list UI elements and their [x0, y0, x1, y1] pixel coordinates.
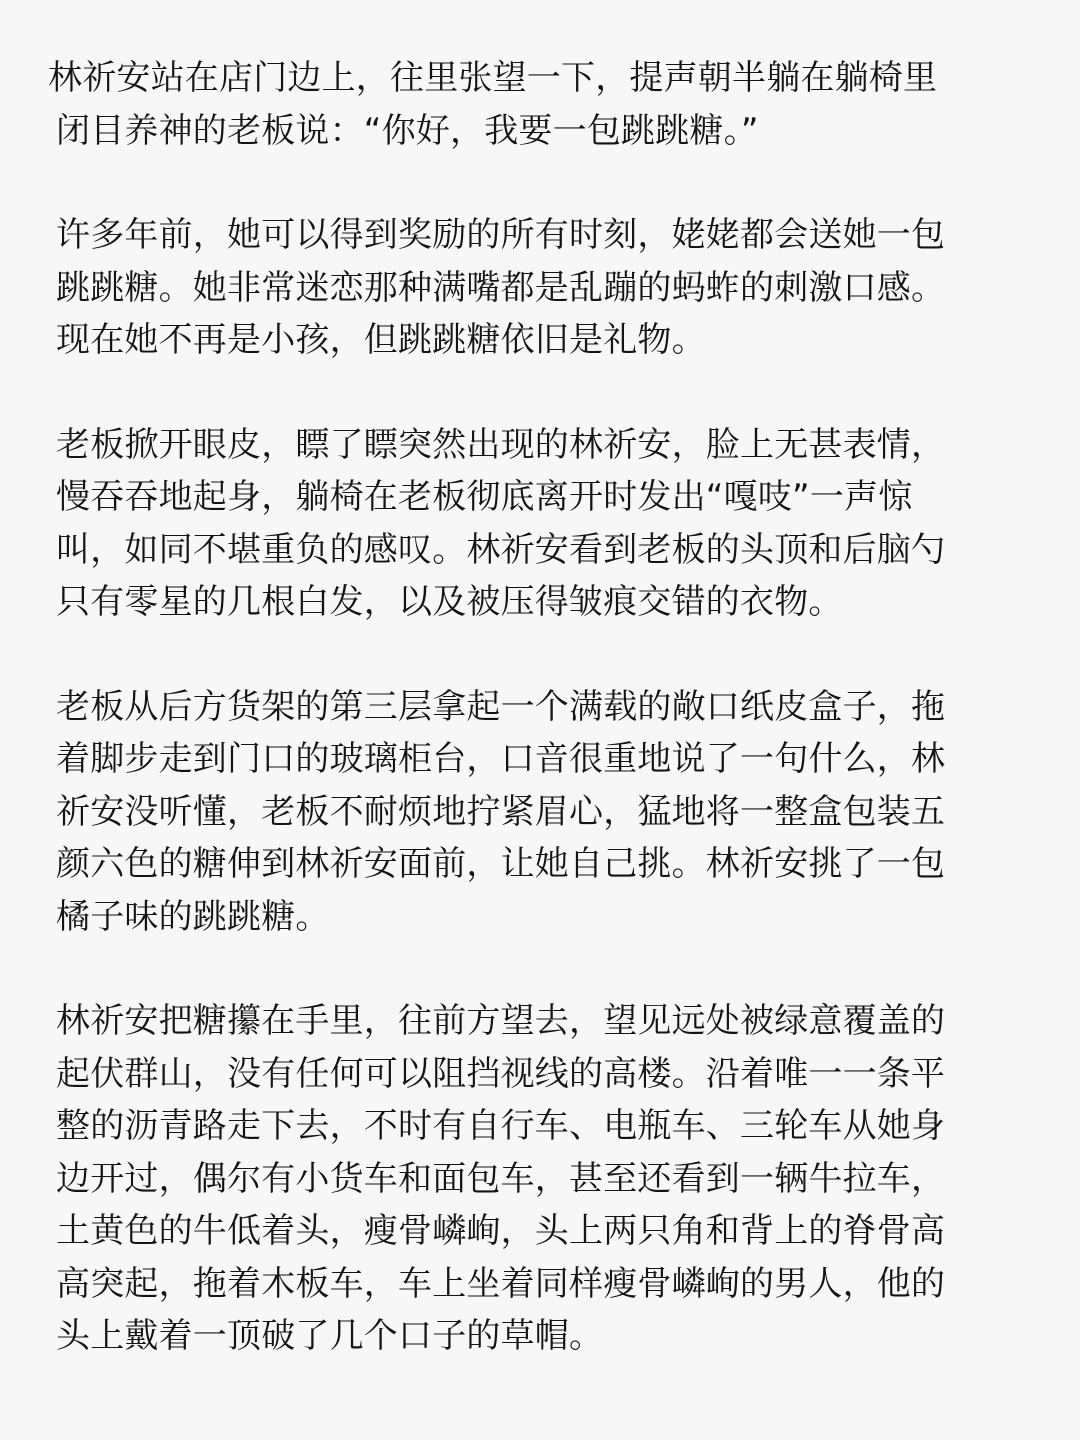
paragraph-3 [48, 419, 1036, 629]
text-line: 高突起，拖着木板车，车上坐着同样瘦骨嶙峋的男人，他的 [56, 1263, 946, 1304]
text-line: 只有零星的几根白发，以及被压得皱痕交错的衣物。 [56, 582, 843, 622]
text-line: 老板从后方货架的第三层拿起一个满载的敞口纸皮盒子，拖 [56, 686, 946, 727]
text-line: 头上戴着一顶破了几个口子的草帽。 [56, 1316, 604, 1356]
text-line: 叫，如同不堪重负的感叹。林祈安看到老板的头顶和后脑勺 [56, 529, 946, 570]
text-line: 整的沥青路走下去，不时有自行车、电瓶车、三轮车从她身 [56, 1106, 946, 1146]
text-line: 边开过，偶尔有小货车和面包车，甚至还看到一辆牛拉车， [56, 1158, 946, 1199]
paragraph-1 [48, 52, 1036, 157]
text-line: 跳跳糖。她非常迷恋那种满嘴都是乱蹦的蚂蚱的刺激口感。 [56, 267, 946, 308]
text-line: 慢吞吞地起身，躺椅在老板彻底离开时发出“嘎吱”一声惊 [56, 477, 913, 517]
text-line: 祈安没听懂，老板不耐烦地拧紧眉心，猛地将一整盒包装五 [56, 791, 946, 832]
text-line: 林祈安站在店门边上，往里张望一下，提声朝半躺在躺椅里 [48, 58, 938, 98]
text-line: 许多年前，她可以得到奖励的所有时刻，姥姥都会送她一包 [56, 215, 946, 255]
text-line: 橘子味的跳跳糖。 [56, 896, 330, 937]
text-line: 闭目养神的老板说：“你好，我要一包跳跳糖。” [56, 110, 759, 151]
text-line: 林祈安把糖攥在手里，往前方望去，望见远处被绿意覆盖的 [56, 1001, 946, 1041]
text-line: 着脚步走到门口的玻璃柜台，口音很重地说了一句什么，林 [56, 739, 946, 779]
text-line: 现在她不再是小孩，但跳跳糖依旧是礼物。 [56, 320, 706, 360]
text-line: 起伏群山，没有任何可以阻挡视线的高楼。沿着唯一一条平 [56, 1053, 946, 1094]
paragraph-2 [48, 209, 1036, 367]
text-line: 老板掀开眼皮，瞟了瞟突然出现的林祈安，脸上无甚表情， [56, 424, 946, 465]
text-line: 颜六色的糖伸到林祈安面前，让她自己挑。林祈安挑了一包 [56, 844, 946, 884]
text-line: 土黄色的牛低着头，瘦骨嶙峋，头上两只角和背上的脊骨高 [56, 1211, 946, 1251]
paragraph-4 [48, 681, 1036, 944]
paragraph-5 [48, 995, 1036, 1363]
